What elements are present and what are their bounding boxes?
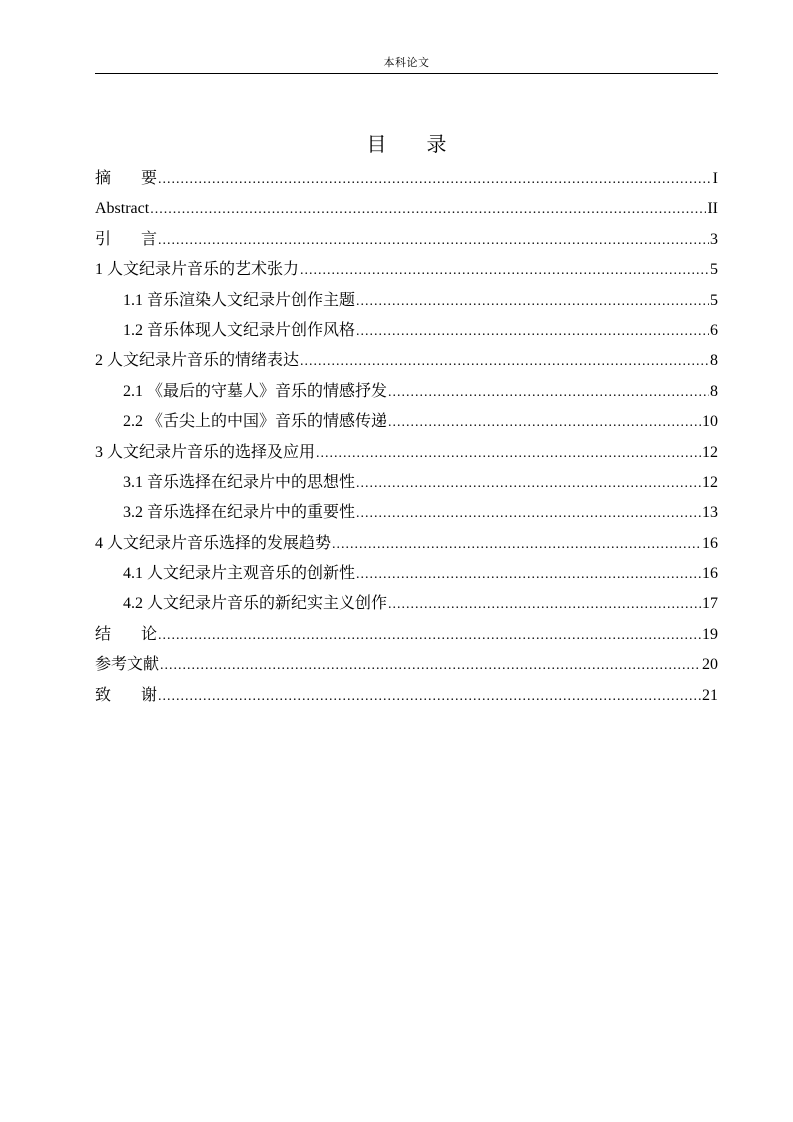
toc-entry-label: 3.1 音乐选择在纪录片中的思想性 <box>123 473 356 491</box>
toc-entry-abstract-cn[interactable] <box>95 164 718 194</box>
toc-entry-label: 3.2 音乐选择在纪录片中的重要性 <box>123 504 356 522</box>
header-rule <box>95 73 718 74</box>
toc-entry-section-3-1[interactable] <box>95 468 718 498</box>
toc-leader-dots <box>332 530 701 560</box>
toc-entry-section-2-2[interactable] <box>95 407 718 437</box>
toc-entry-page: 12 <box>702 443 718 461</box>
toc-entry-chapter-3[interactable] <box>95 438 718 468</box>
toc-entry-page: I <box>712 170 718 187</box>
toc-entry-page: 5 <box>710 261 718 279</box>
toc-entry-label: 2.1 《最后的守墓人》音乐的情感抒发 <box>123 382 388 400</box>
toc-leader-dots <box>158 165 712 195</box>
toc-leader-dots <box>388 408 701 438</box>
toc-leader-dots <box>356 287 709 317</box>
toc-leader-dots <box>300 256 709 286</box>
toc-entry-introduction[interactable] <box>95 225 718 255</box>
toc-title-part2: 录 <box>426 132 447 156</box>
toc-entry-page: 21 <box>702 686 718 704</box>
toc-leader-dots <box>158 621 701 651</box>
toc-entry-label: 1.1 音乐渲染人文纪录片创作主题 <box>123 291 356 309</box>
toc-leader-dots <box>356 469 701 499</box>
toc-entry-page: 3 <box>710 230 718 248</box>
toc-entry-label: 结论 <box>95 625 158 643</box>
toc-leader-dots <box>388 590 701 620</box>
toc-entry-page: 10 <box>702 413 718 431</box>
toc-entry-page: 19 <box>702 625 718 643</box>
toc-entry-page: 8 <box>710 352 718 370</box>
toc-entry-page: II <box>707 200 718 218</box>
toc-title-part1: 目 <box>366 132 387 156</box>
toc-entry-label: 4 人文纪录片音乐选择的发展趋势 <box>95 534 332 552</box>
table-of-contents <box>95 164 718 711</box>
toc-entry-page: 5 <box>710 291 718 309</box>
toc-entry-section-3-2[interactable] <box>95 498 718 528</box>
toc-entry-label: 致谢 <box>95 686 158 704</box>
toc-entry-page: 12 <box>702 473 718 491</box>
toc-entry-label: 3 人文纪录片音乐的选择及应用 <box>95 443 316 461</box>
toc-entry-page: 16 <box>702 534 718 552</box>
toc-leader-dots <box>356 317 709 347</box>
toc-entry-label: 4.1 人文纪录片主观音乐的创新性 <box>123 565 356 583</box>
toc-entry-label: Abstract <box>95 200 150 218</box>
toc-entry-label: 摘要 <box>95 170 158 187</box>
toc-leader-dots <box>300 347 709 377</box>
toc-leader-dots <box>160 651 701 681</box>
toc-entry-section-4-1[interactable] <box>95 559 718 589</box>
toc-entry-acknowledgements[interactable] <box>95 681 718 711</box>
toc-entry-page: 20 <box>702 656 718 674</box>
toc-entry-references[interactable] <box>95 650 718 680</box>
toc-entry-section-1-1[interactable] <box>95 286 718 316</box>
running-header: 本科论文 <box>383 56 430 69</box>
toc-leader-dots <box>158 226 709 256</box>
toc-leader-dots <box>316 439 701 469</box>
toc-entry-chapter-2[interactable] <box>95 346 718 376</box>
toc-entry-page: 6 <box>710 321 718 339</box>
toc-leader-dots <box>158 682 701 712</box>
toc-entry-label: 2.2 《舌尖上的中国》音乐的情感传递 <box>123 413 388 431</box>
toc-entry-section-2-1[interactable] <box>95 377 718 407</box>
toc-entry-label: 1.2 音乐体现人文纪录片创作风格 <box>123 321 356 339</box>
toc-entry-label: 1 人文纪录片音乐的艺术张力 <box>95 261 300 279</box>
toc-entry-page: 16 <box>702 565 718 583</box>
toc-entry-abstract-en[interactable] <box>95 194 718 224</box>
toc-entry-page: 8 <box>710 382 718 400</box>
toc-leader-dots <box>356 560 701 590</box>
toc-entry-section-1-2[interactable] <box>95 316 718 346</box>
toc-leader-dots <box>388 378 709 408</box>
toc-entry-label: 4.2 人文纪录片音乐的新纪实主义创作 <box>123 595 388 613</box>
toc-entry-label: 参考文献 <box>95 656 160 674</box>
toc-leader-dots <box>150 195 706 225</box>
toc-entry-page: 13 <box>702 504 718 522</box>
toc-entry-label: 引言 <box>95 230 158 248</box>
toc-title <box>95 130 718 158</box>
toc-entry-conclusion[interactable] <box>95 620 718 650</box>
toc-entry-section-4-2[interactable] <box>95 589 718 619</box>
toc-entry-label: 2 人文纪录片音乐的情绪表达 <box>95 352 300 370</box>
toc-entry-chapter-4[interactable] <box>95 529 718 559</box>
toc-entry-chapter-1[interactable] <box>95 255 718 285</box>
toc-leader-dots <box>356 499 701 529</box>
toc-entry-page: 17 <box>702 595 718 613</box>
